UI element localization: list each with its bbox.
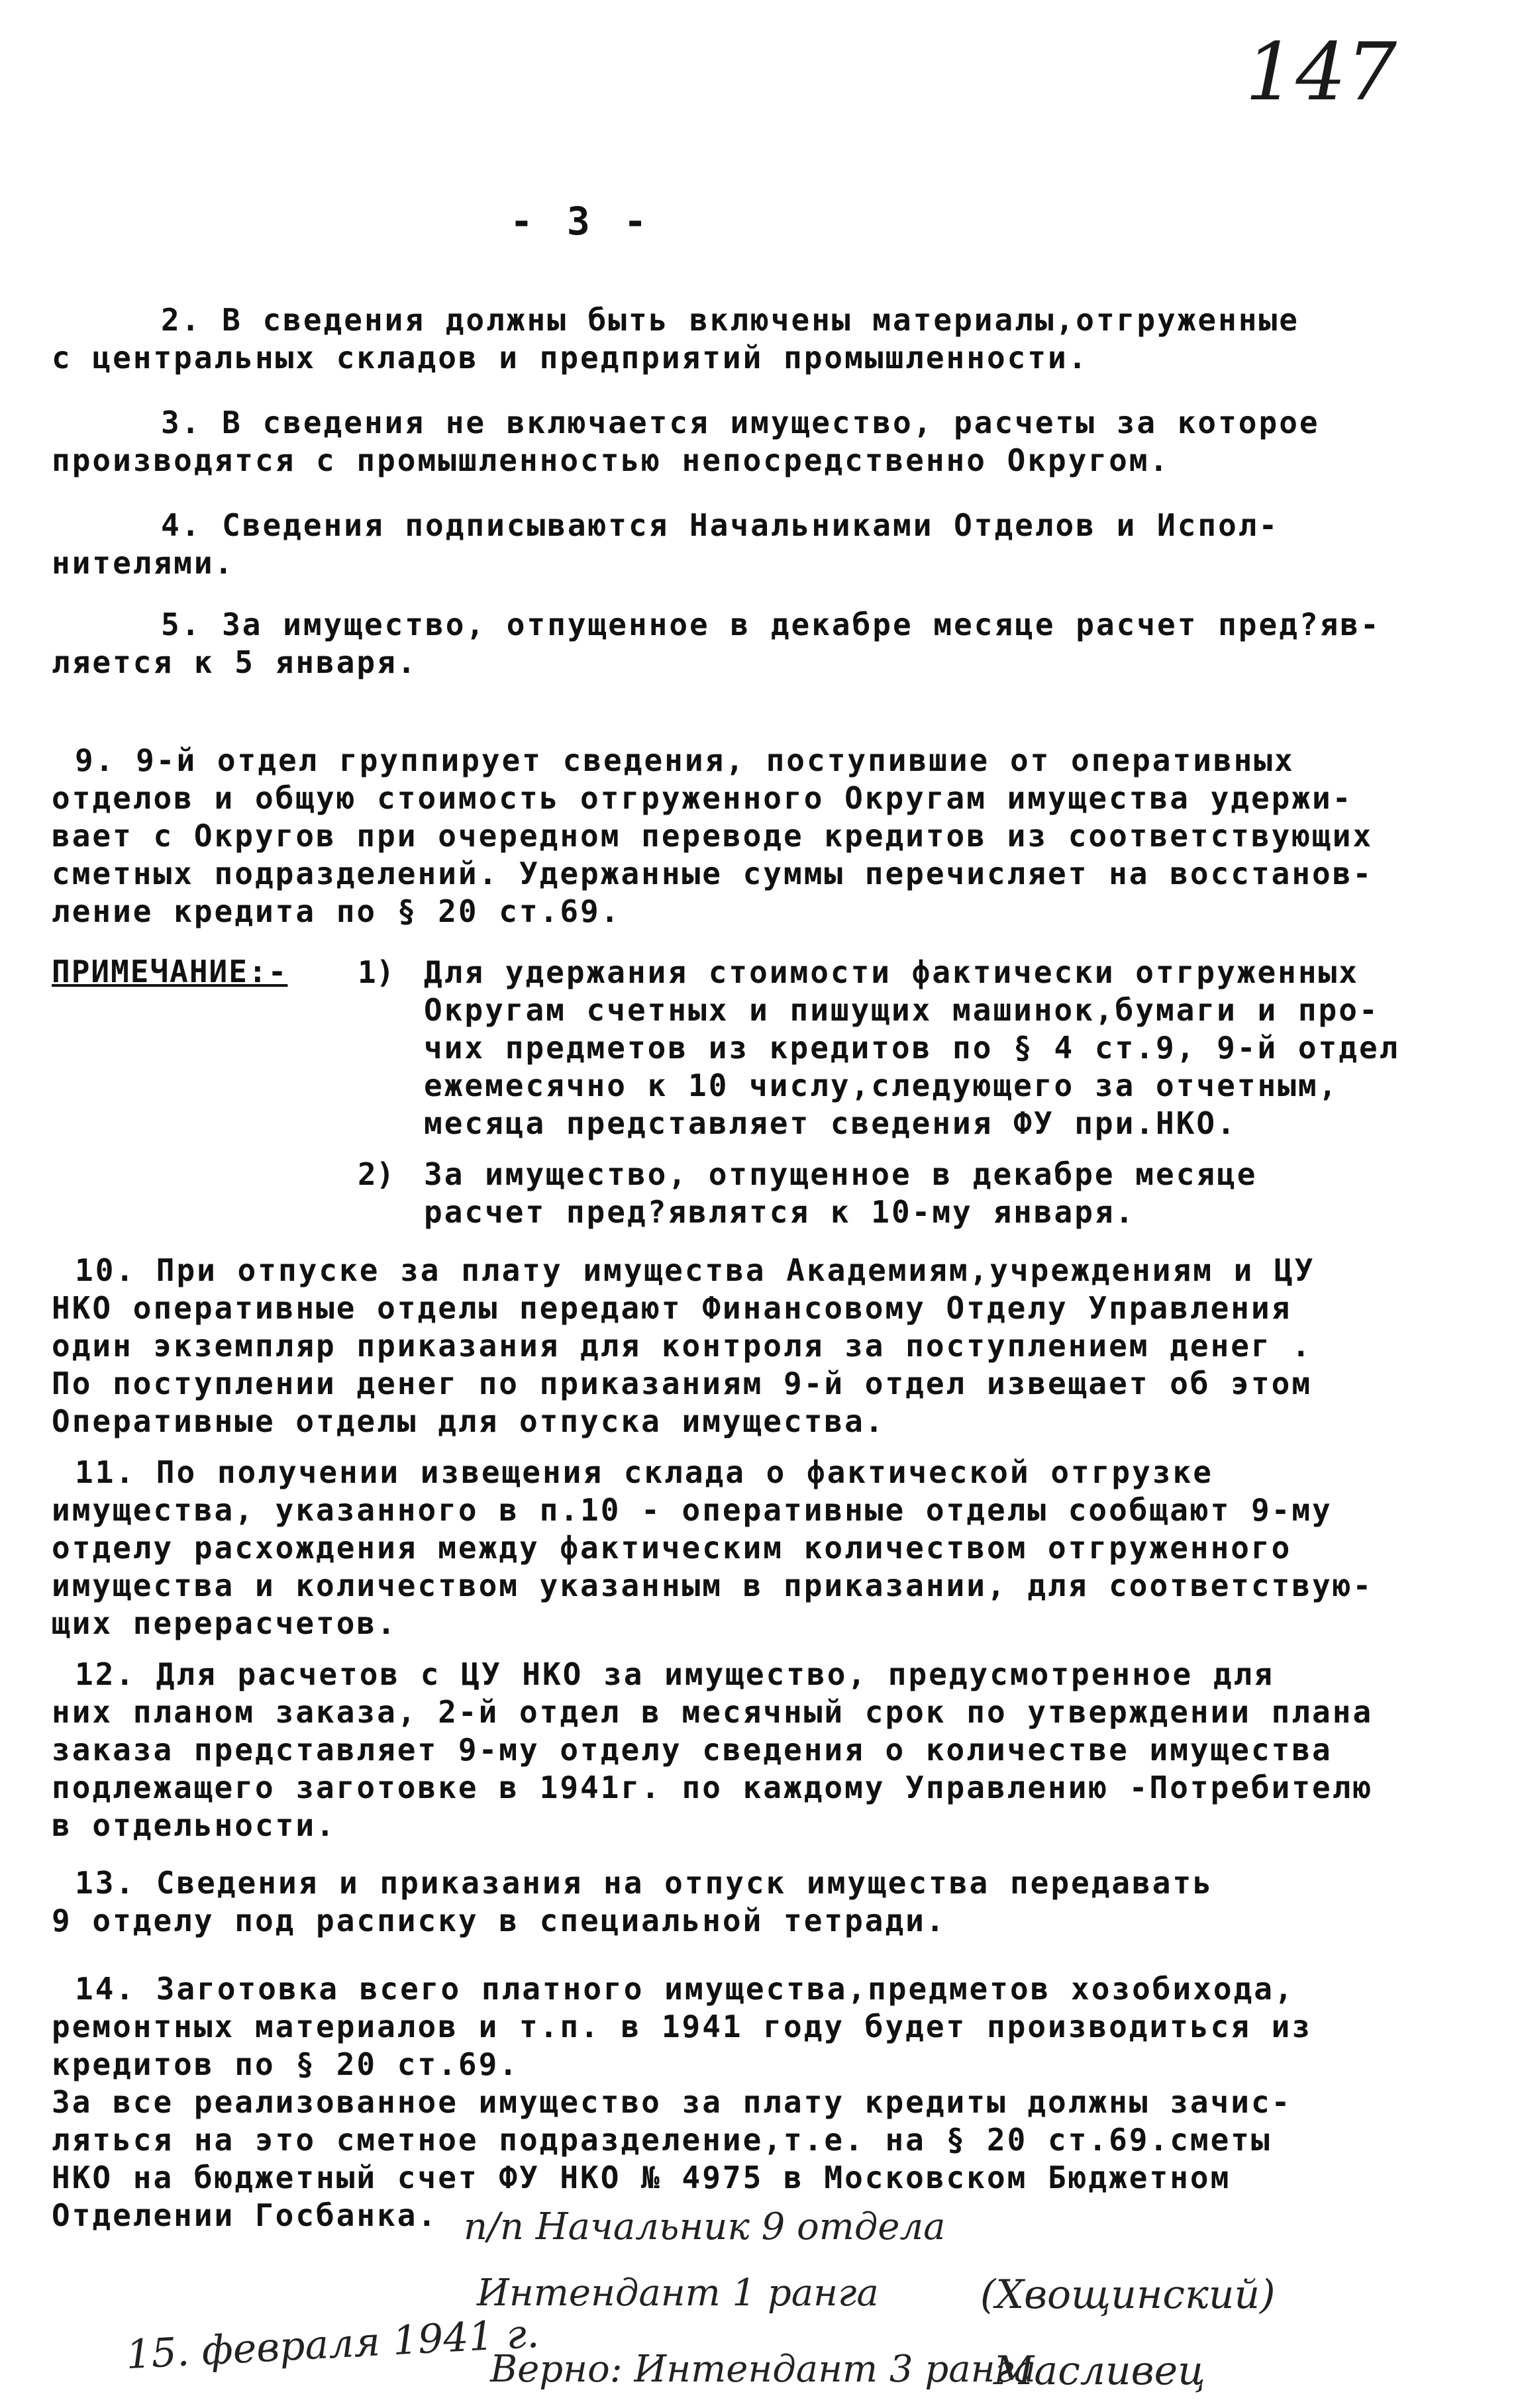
note-line: Для удержания стоимости фактически отгруженных — [424, 954, 1359, 990]
paragraph-line: подлежащего заготовке в 1941г. по каждому Управлению -Потребителю — [52, 1770, 1374, 1805]
paragraph-line: кредитов по § 20 ст.69. — [52, 2046, 519, 2082]
paragraph-line: ремонтных материалов и т.п. в 1941 году будет производиться из — [52, 2009, 1313, 2044]
paragraph-line: сметных подразделений. Удержанные суммы перечисляет на восстанов- — [52, 856, 1374, 891]
paragraph-line: отделу расхождения между фактическим количеством отгруженного — [52, 1530, 1292, 1566]
note-heading: ПРИМЕЧАНИЕ:- — [52, 954, 288, 989]
paragraph-line: Отделении Госбанка. — [52, 2197, 438, 2233]
note-item-number: 2) — [358, 1156, 395, 1192]
paragraph-line: 13. Сведения и приказания на отпуск имущества передавать — [75, 1865, 1213, 1901]
paragraph-4 — [52, 507, 1476, 582]
paragraph-line: 9. 9-й отдел группирует сведения, поступившие от оперативных — [75, 742, 1295, 778]
paragraph-line: НКО на бюджетный счет ФУ НКО № 4975 в Московском Бюджетном — [52, 2160, 1231, 2195]
paragraph-line: в отдельности. — [52, 1807, 336, 1843]
paragraph-2 — [52, 301, 1476, 377]
handwritten-signature-1: (Хвощинский) — [980, 2272, 1276, 2318]
paragraph-line: НКО оперативные отделы передают Финансовому Отделу Управления — [52, 1290, 1292, 1326]
paragraph-line: 11. По получении извещения склада о фактической отгрузке — [75, 1454, 1213, 1490]
note-line: За имущество, отпущенное в декабре месяце — [424, 1156, 1258, 1192]
paragraph-line: По поступлении денег по приказаниям 9-й отдел извещает об этом — [52, 1366, 1313, 1401]
paragraph-10 — [52, 1252, 1476, 1440]
paragraph-line: Оперативные отделы для отпуска имущества. — [52, 1403, 886, 1439]
note-line: месяца представляет сведения ФУ при.НКО. — [424, 1105, 1237, 1141]
paragraph-line: 12. Для расчетов с ЦУ НКО за имущество, предусмотренное для — [75, 1656, 1274, 1692]
handwritten-position-line: п/п Начальник 9 отдела — [464, 2205, 946, 2248]
paragraph-3 — [52, 404, 1476, 479]
paragraph-line: вает с Округов при очередном переводе кредитов из соответствующих — [52, 818, 1374, 854]
paragraph-line: 5. За имущество, отпущенное в декабре месяце расчет пред?яв- — [161, 607, 1381, 642]
paragraph-line: отделов и общую стоимость отгруженного Округам имущества удержи- — [52, 780, 1353, 816]
handwritten-rank-line: Интендант 1 ранга — [477, 2272, 879, 2315]
paragraph-14 — [52, 1970, 1476, 2234]
note-line: чих предметов из кредитов по § 4 ст.9, 9-й отдел — [424, 1030, 1400, 1066]
paragraph-line: 9 отделу под расписку в специальной тетради. — [52, 1903, 946, 1938]
folio-number: 147 — [1245, 26, 1397, 119]
paragraph-line: имущества, указанного в п.10 - оперативные отделы сообщают 9-му — [52, 1492, 1333, 1528]
handwritten-signature-2: Масливец — [993, 2348, 1205, 2394]
paragraph-12 — [52, 1656, 1476, 1844]
paragraph-line: ляется к 5 января. — [52, 644, 418, 680]
note-item-1 — [358, 954, 1484, 1142]
paragraph-line: 3. В сведения не включается имущество, расчеты за которое — [161, 405, 1320, 440]
paragraph-line: 10. При отпуске за плату имущества Академиям,учреждениям и ЦУ — [75, 1252, 1315, 1288]
paragraph-line: заказа представляет 9-му отделу сведения о количестве имущества — [52, 1732, 1333, 1768]
note-line: расчет пред?являтся к 10-му января. — [424, 1194, 1136, 1230]
paragraph-line: производятся с промышленностью непосредственно Округом. — [52, 442, 1170, 478]
note-item-2 — [358, 1156, 1484, 1231]
paragraph-line: нителями. — [52, 545, 235, 581]
note-line: ежемесячно к 10 числу,следующего за отчетным, — [424, 1068, 1339, 1103]
handwritten-certified-line: Верно: Интендант 3 ранга — [490, 2348, 1037, 2391]
paragraph-line: 2. В сведения должны быть включены материалы,отгруженные — [161, 302, 1299, 338]
paragraph-11 — [52, 1454, 1476, 1642]
handwritten-date: 15. февраля 1941 г. — [125, 2310, 540, 2379]
note-item-number: 1) — [358, 954, 395, 990]
paragraph-line: 14. Заготовка всего платного имущества,предметов хозобихода, — [75, 1971, 1295, 2007]
paragraph-line: ление кредита по § 20 ст.69. — [52, 893, 621, 929]
paragraph-line: За все реализованное имущество за плату кредиты должны зачис- — [52, 2084, 1292, 2120]
paragraph-line: ляться на это сметное подразделение,т.е. на § 20 ст.69.сметы — [52, 2122, 1272, 2158]
paragraph-line: щих перерасчетов. — [52, 1605, 397, 1641]
paragraph-9 — [52, 742, 1476, 930]
note-line: Округам счетных и пишущих машинок,бумаги и про- — [424, 992, 1380, 1028]
page-number: - 3 - — [510, 199, 652, 244]
paragraph-line: них планом заказа, 2-й отдел в месячный срок по утверждении плана — [52, 1694, 1374, 1730]
paragraph-5 — [52, 606, 1476, 681]
paragraph-line: имущества и количеством указанным в приказании, для соответствую- — [52, 1568, 1374, 1603]
paragraph-line: один экземпляр приказания для контроля за поступлением денег . — [52, 1328, 1313, 1364]
paragraph-13 — [52, 1864, 1476, 1940]
paragraph-line: 4. Сведения подписываются Начальниками Отделов и Испол- — [161, 507, 1280, 543]
paragraph-line: с центральных складов и предприятий промышленности. — [52, 340, 1089, 376]
